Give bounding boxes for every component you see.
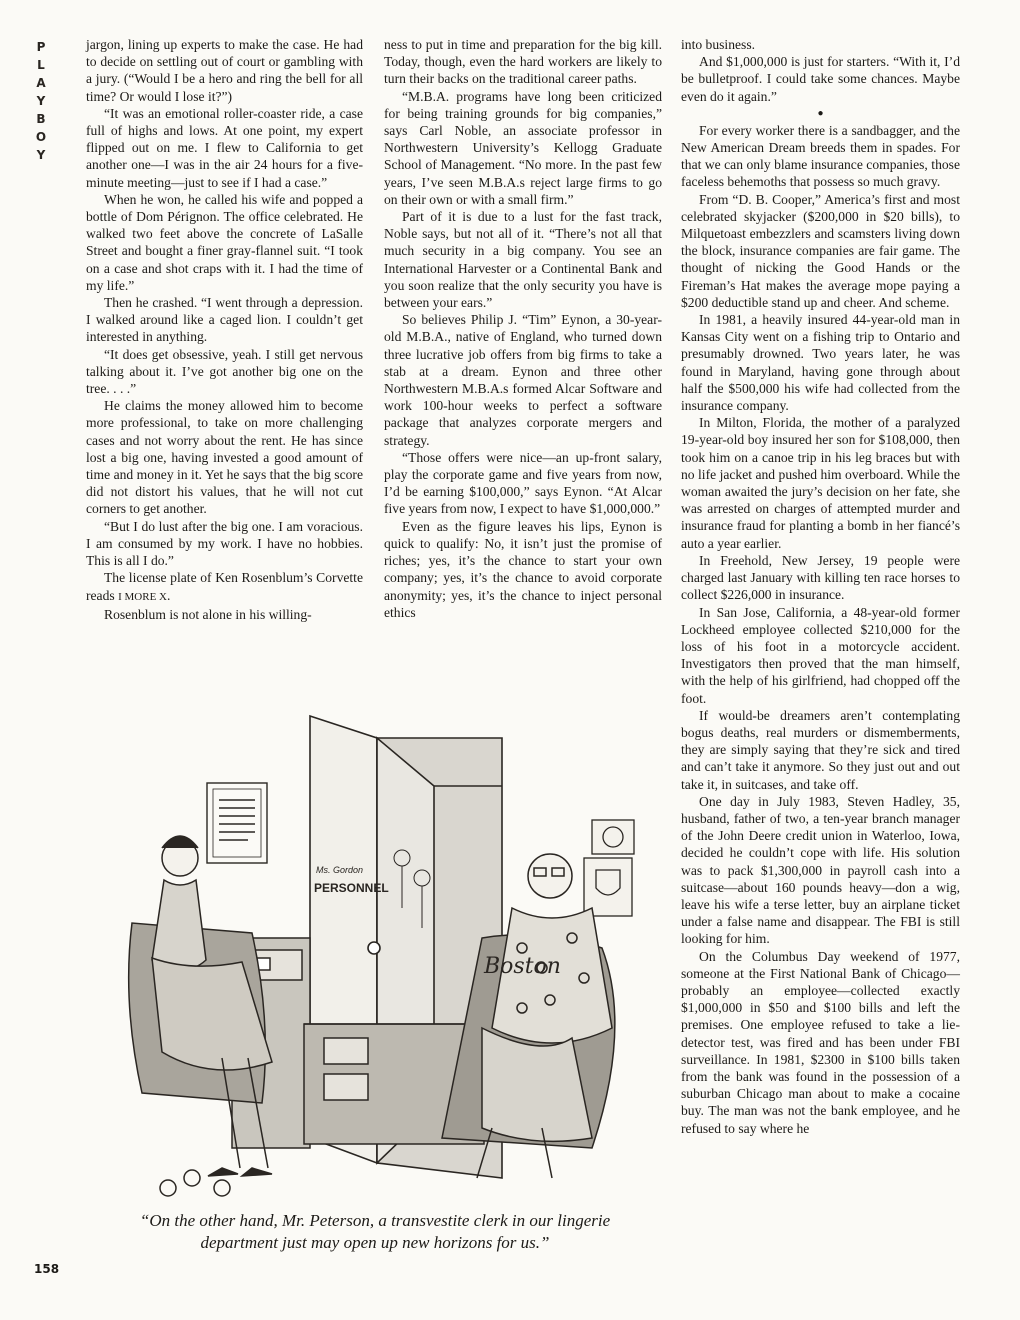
paragraph [86, 569, 363, 605]
paragraph: From “D. B. Cooper,” America’s first and most celebrated skyjacker ($200,000 in $20 bills), to Milquetoast embezzlers and scamsters living down the block, insurance companies are fair game. The thought of nicking the Good Hands or the Fireman’s Hat makes the average mope paying a $200 deductible stand up and cheer. And scheme. [681, 191, 960, 310]
paragraph: For every worker there is a sandbagger, and the New American Dream breeds them in spades. For that we can only blame insurance companies, those faceless behemoths that possess so much gravy. [681, 122, 960, 190]
paragraph: into business. [681, 37, 756, 52]
masthead-letter: P [36, 40, 46, 54]
masthead-letter: O [35, 130, 47, 144]
paragraph: He claims the money allowed him to become more professional, to take on more challenging cases and not worry about the rent. He has since lost a big one, having invested a good amount of time and money in it. Yet he says that the big score did not distort his values, that he will not cut corners to get another. [86, 398, 363, 517]
paragraph: Then he crashed. “I went through a depression. I walked around like a caged lion. I couldn’t get interested in anything. [86, 295, 363, 345]
plate-before: The license plate of Ken Rosenblum’s Corvette reads [86, 570, 363, 603]
paragraph: In 1981, a heavily insured 44-year-old man in Kansas City went on a fishing trip to Ontario and presumably drowned. Two years later, he was found in Maryland, having gone through about half the $500,000 his wife had collected from the insurance company. [681, 312, 960, 414]
paragraph: Even as the figure leaves his lips, Eynon is quick to qualify: No, it isn’t just the promise of riches; yes, it’s the chance to start your own company; yes, it’s the chance to avoid corporate anonymity; yes, it’s the chance to inject personal ethics [384, 518, 662, 620]
cartoon-caption: “On the other hand, Mr. Peterson, a transvestite clerk in our lingerie department just may open up new horizons for us.” [139, 1211, 611, 1252]
paragraph: “M.B.A. programs have long been criticized for being training grounds for big companies,” says Carl Noble, an associate professor in Northwestern University’s Kellogg Graduate School of Management. “No more. In the past few years, I’ve seen M.B.A.s reject large firms to go on their own or with a small firm.” [384, 88, 662, 207]
masthead [30, 38, 52, 164]
artist-signature: Boston [484, 954, 561, 979]
paragraph: If would-be dreamers aren’t contemplating bogus deaths, real murders or dismemberments, they are simply saying that they’re sick and tired and can’t take it anymore. So they just out and out take it, in suitcases, and take off. [681, 707, 960, 792]
masthead-letter: L [37, 58, 45, 72]
column-3 [681, 36, 960, 1137]
masthead-letter: B [36, 112, 46, 126]
column-2 [384, 36, 662, 621]
paragraph: And $1,000,000 is just for starters. “With it, I’d be bulletproof. I could take some chances. Maybe even do it again.” [681, 54, 960, 104]
masthead-letter: Y [36, 148, 46, 162]
paragraph: So believes Philip J. “Tim” Eynon, a 30-year-old M.B.A., native of England, who turned down three lucrative job offers from big firms to take a stab at a dream. Eynon and three other Northwestern M.B.A.s formed Alcar Software and work 100-hour weeks to perfect a software package that analyzes corporate mergers and strategy. [384, 312, 662, 448]
paragraph: “It was an emotional roller-coaster ride, a case full of highs and lows. At one point, my expert flipped out on me. I flew to California to get another one—I was in the air 24 hours for a five-minute meeting—just to see if I had a case.” [86, 105, 363, 190]
page-number: 158 [34, 1262, 60, 1276]
masthead-letter: Y [36, 94, 46, 108]
paragraph: When he won, he called his wife and popped a bottle of Dom Pérignon. The office celebrated. He walked two feet above the concrete of LaSalle Street and bought a finer gray-flannel suit. “I took on a case and shot craps with it. I had the time of my life.” [86, 191, 363, 293]
paragraph: “It does get obsessive, yeah. I still get nervous talking about it. I’ve got another big one on the tree. . . .” [86, 346, 363, 397]
paragraph: ness to put in time and preparation for the big kill. Today, though, even the hard workers are likely to turn their backs on the traditional career paths. [384, 37, 662, 87]
paragraph: Part of it is due to a lust for the fast track, Noble says, but not all of it. “There’s not all that much security in a big company. You see an International Harvester or a Continental Bank and you soon realize that the only security you have is between your ears.” [384, 209, 662, 311]
cartoon-illustration [72, 708, 662, 1200]
masthead-letter: A [36, 76, 46, 90]
paragraph: In San Jose, California, a 48-year-old former Lockheed employee collected $210,000 for the loss of his foot in a motorcycle accident. Investigators then proved that the man himself, with the help of his girlfriend, had chopped off the foot. [681, 604, 960, 706]
door-title: PERSONNEL [314, 881, 389, 895]
paragraph: In Freehold, New Jersey, 19 people were charged last January with killing ten race horses to collect $226,000 in insurance. [681, 552, 960, 603]
paragraph: jargon, lining up experts to make the case. He had to decide on settling out of court or gambling with a jury. (“Would I be a hero and ring the bell for all time? Or would I lose it?”) [86, 37, 363, 104]
wall-plaques [584, 820, 634, 916]
license-plate-text: I MORE X [118, 590, 167, 603]
paragraph: Rosenblum is not alone in his willing- [104, 606, 312, 622]
wall-certificate [207, 783, 267, 863]
paragraph: In Milton, Florida, the mother of a paralyzed 19-year-old boy insured her son for $108,000, then took him on a canoe trip in his leg braces but with no life jacket and pushed him overboard. While the woman awaited the jury’s decision on her fate, she was arrested on charges of attempted murder and insurance fraud for planting a bomb in her fiancé’s auto a year earlier. [681, 415, 960, 551]
plate-after: . [166, 587, 171, 603]
column-1 [86, 36, 363, 623]
door-name: Ms. Gordon [316, 865, 364, 875]
paragraph: On the Columbus Day weekend of 1977, someone at the First National Bank of Chicago—probably an employee—collected exactly $1,000,000 in $50 and $100 bills and left the premises. One employee refused to take a lie-detector test, was fired and has been under FBI surveillance. In 1981, $2300 in $100 bills taken from the bank was found in the possession of a suburban Chicago man about to make a cocaine buy. The man was not the bank employee, and he refused to say where he [681, 948, 960, 1136]
section-break-bullet: ● [817, 107, 824, 119]
paragraph: “But I do lust after the big one. I am voracious. I am consumed by my work. I have no hobbies. This is all I do.” [86, 518, 363, 569]
paragraph: “Those offers were nice—an up-front salary, play the corporate game and five years from now, I’d be earning $100,000,” says Eynon. “At Alcar five years from now, I expect to have $1,000,000.” [384, 449, 662, 517]
paragraph: One day in July 1983, Steven Hadley, 35, husband, father of two, a ten-year branch manager of the John Deere credit union in Waterloo, Iowa, decided he couldn’t cope with life. His solution was to pack $1,300,000 in payroll cash into a suitcase—about 160 pounds heavy—don a wig, leave his wife a terse letter, buy an airplane ticket under a false name and disappear. The FBI is still looking for him. [681, 793, 960, 947]
